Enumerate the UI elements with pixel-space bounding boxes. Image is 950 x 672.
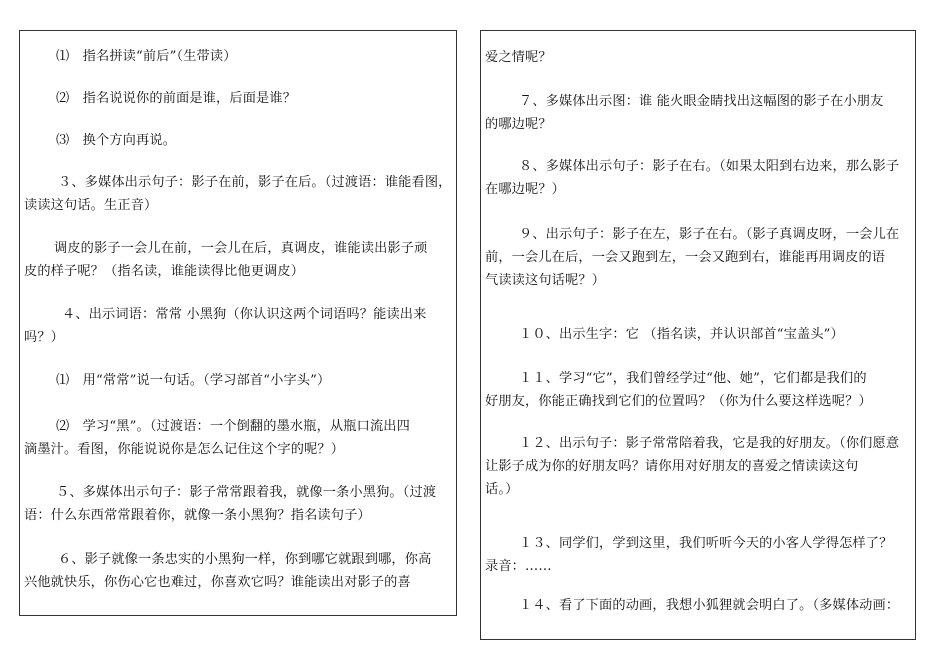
text-line: ６、影子就像一条忠实的小黑狗一样，你到哪它就跟到哪，你高 [58,552,432,567]
text-line: ８、多媒体出示句子：影子在右。（如果太阳到右边来，那么影子 [519,159,900,174]
paragraph [24,303,426,349]
paragraph [24,548,431,594]
text-line: 在哪边呢？） [485,182,566,197]
paragraph [485,532,892,578]
text-line: 皮的样子呢？（指名读，谁能读得比他更调皮） [24,264,305,279]
left-page-column [19,30,457,616]
text-line: ⑴ 指名拼读“前后”（生带读） [56,49,237,64]
paragraph [24,129,176,152]
paragraph [485,90,883,136]
text-line: １１、学习“它”，我们曾经学过“他、她”，它们都是我们的 [519,371,867,386]
paragraph [485,223,899,292]
text-line: ⑵ 学习“黑”。（过渡语：一个倒翻的墨水瓶，从瓶口流出四 [56,419,410,434]
text-line: 调皮的影子一会儿在前，一会儿在后，真调皮，谁能读出影子顽 [54,241,428,256]
text-line: 兴他就快乐，你伤心它也难过，你喜欢它吗？谁能读出对影子的喜 [24,575,411,590]
text-line: ⑴ 用“常常”说一句话。（学习部首“小字头”） [56,373,331,388]
text-line: 让影子成为你的好朋友吗？请你用对好朋友的喜爱之情读读这句 [485,459,859,474]
paragraph [485,432,899,501]
paragraph [24,87,296,110]
text-line: ９、出示句子：影子在左，影子在右。（影子真调皮呀，一会儿在 [519,227,900,242]
text-line: 录音：…… [485,559,552,574]
text-line: 语：什么东西常常跟着你，就像一条小黑狗？指名读句子） [24,508,371,523]
paragraph [24,415,410,461]
text-line: ５、多媒体出示句子：影子常常跟着我，就像一条小黑狗。（过渡 [56,485,437,500]
text-line: １４、看了下面的动画，我想小狐狸就会明白了。（多媒体动画： [519,598,900,613]
text-line: 滴墨汁。看图，你能说说你是怎么记住这个字的呢？） [24,442,345,457]
paragraph [24,45,237,68]
paragraph [485,323,844,346]
text-line: 气读读这句话呢？） [485,273,606,288]
text-line: 吗？） [24,330,65,345]
right-page-column [480,30,916,640]
text-line: １０、出示生字：它 （指名读，并认识部首“宝盖头”） [519,327,844,342]
paragraph [24,369,330,392]
paragraph [485,367,872,413]
text-line: 好朋友，你能正确找到它们的位置吗？（你为什么要这样选呢？） [485,394,872,409]
text-line: ⑵ 指名说说你的前面是谁，后面是谁？ [56,91,297,106]
paragraph [24,481,436,527]
text-line: １２、出示句子：影子常常陪着我，它是我的好朋友。（你们愿意 [519,436,900,451]
text-line: 读读这句话。生正音） [24,198,158,213]
text-line: 话。） [485,482,519,497]
text-line: ４、出示词语：常常 小黑狗（你认识这两个词语吗？能读出来 [62,307,427,322]
paragraph [485,155,899,201]
paragraph [24,171,452,217]
text-line: １３、同学们，学到这里，我们听听今天的小客人学得怎样了？ [519,536,893,551]
paragraph [24,237,427,283]
text-line: ３、多媒体出示句子：影子在前，影子在后。（过渡语：谁能看图， [58,175,452,190]
text-line: 前，一会儿在后，一会又跑到左，一会又跑到右，谁能再用调皮的语 [485,250,886,265]
paragraph [485,594,899,617]
text-line: ⑶ 换个方向再说。 [56,133,177,148]
text-line: ７、多媒体出示图：谁 能火眼金睛找出这幅图的影子在小朋友 [519,94,884,109]
text-line: 爱之情呢？ [485,50,552,65]
paragraph [485,46,552,69]
text-line: 的哪边呢？ [485,117,552,132]
